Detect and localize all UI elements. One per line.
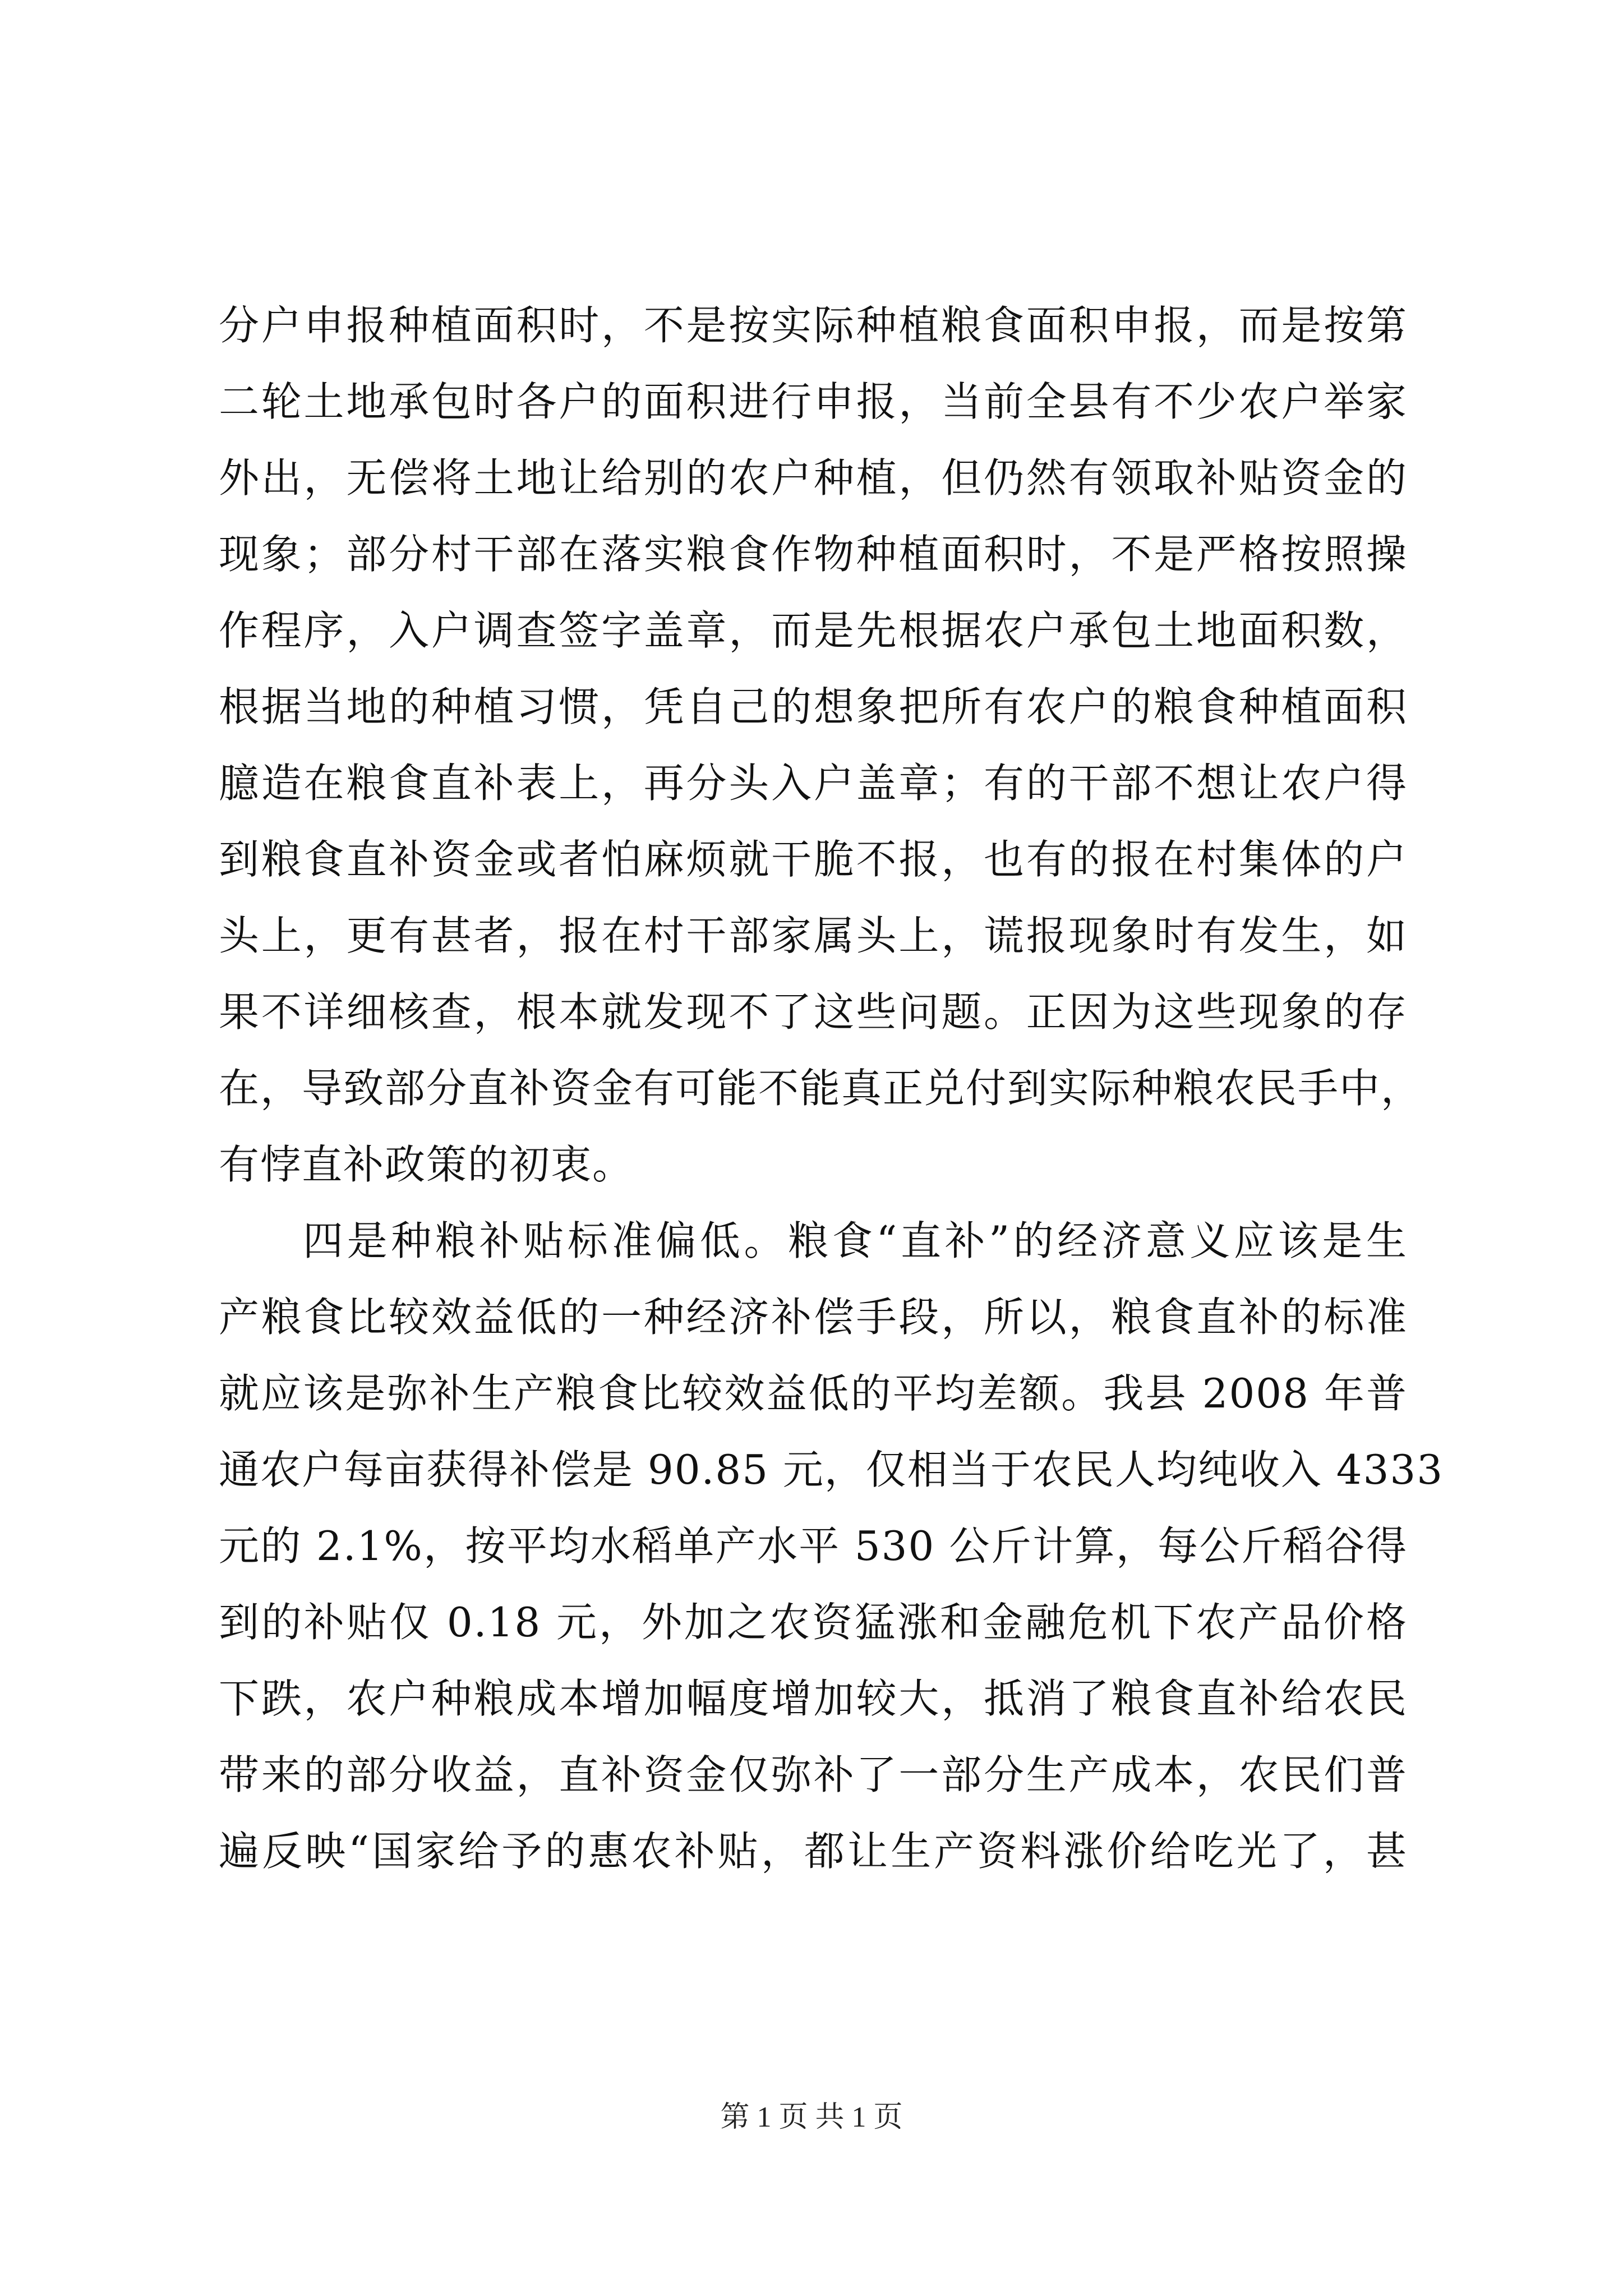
text-line: 就应该是弥补生产粮食比较效益低的平均差额。我县 2008 年普 <box>219 1370 1408 1417</box>
page-footer: 第 1 页 共 1 页 <box>720 2101 903 2133</box>
text-line: 臆造在粮食直补表上，再分头入户盖章；有的干部不想让农户得 <box>219 760 1408 807</box>
text-line: 遍反映“国家给予的惠农补贴，都让生产资料涨价给吃光了，甚 <box>219 1828 1408 1875</box>
text-line: 通农户每亩获得补偿是 90.85 元，仅相当于农民人均纯收入 4333 <box>219 1446 1444 1493</box>
paragraph-first-line: 四是种粮补贴标准偏低。粮食“直补”的经济意义应该是生 <box>303 1217 1408 1264</box>
text-line: 在，导致部分直补资金有可能不能真正兑付到实际种粮农民手中， <box>219 1065 1423 1112</box>
text-line: 到的补贴仅 0.18 元，外加之农资猛涨和金融危机下农产品价格 <box>219 1599 1408 1646</box>
text-line: 带来的部分收益，直补资金仅弥补了一部分生产成本，农民们普 <box>219 1751 1408 1798</box>
text-line: 元的 2.1%，按平均水稻单产水平 530 公斤计算，每公斤稻谷得 <box>219 1522 1408 1570</box>
text-line: 根据当地的种植习惯，凭自己的想象把所有农户的粮食种植面积 <box>219 683 1408 730</box>
text-line: 到粮食直补资金或者怕麻烦就干脆不报，也有的报在村集体的户 <box>219 836 1408 883</box>
text-line: 下跌，农户种粮成本增加幅度增加较大，抵消了粮食直补给农民 <box>219 1675 1408 1722</box>
text-line: 果不详细核查，根本就发现不了这些问题。正因为这些现象的存 <box>219 988 1408 1036</box>
text-line: 分户申报种植面积时，不是按实际种植粮食面积申报，而是按第 <box>219 302 1408 349</box>
text-line: 现象；部分村干部在落实粮食作物种植面积时，不是严格按照操 <box>219 531 1408 578</box>
text-line: 作程序，入户调查签字盖章，而是先根据农户承包土地面积数， <box>219 607 1408 654</box>
text-line: 二轮土地承包时各户的面积进行申报，当前全县有不少农户举家 <box>219 378 1408 425</box>
text-line: 头上，更有甚者，报在村干部家属头上，谎报现象时有发生，如 <box>219 912 1408 959</box>
text-line: 有悖直补政策的初衷。 <box>219 1141 634 1188</box>
text-line: 产粮食比较效益低的一种经济补偿手段，所以，粮食直补的标准 <box>219 1294 1408 1341</box>
text-line: 外出，无偿将土地让给别的农户种植，但仍然有领取补贴资金的 <box>219 454 1408 501</box>
